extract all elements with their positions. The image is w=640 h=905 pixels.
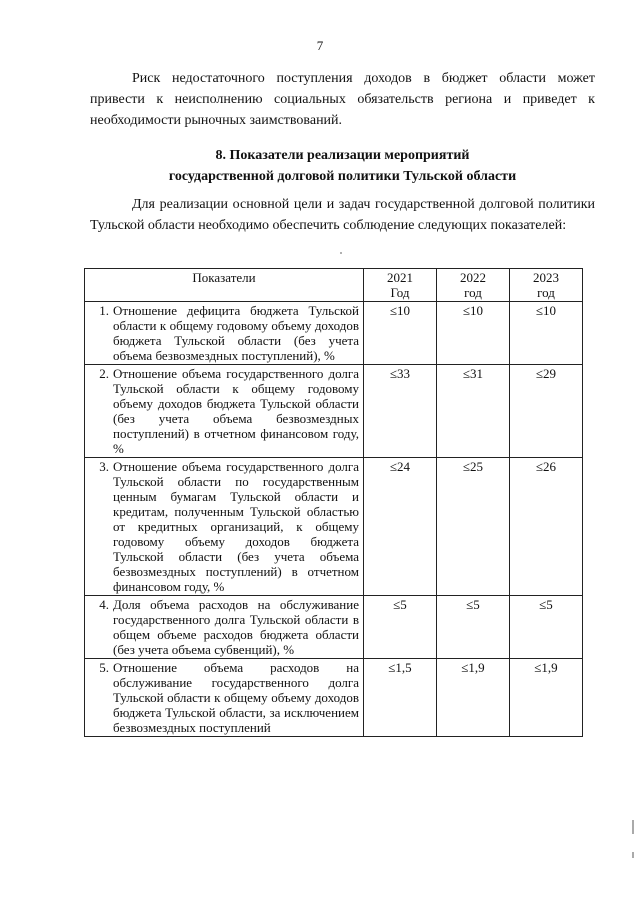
value-2021: ≤10: [364, 302, 437, 365]
indicator-text: Отношение объема расходов на обслуживание государственного долга Тульской области к общему объему доходов бюджета Тульской области, за исключением безвозмездных поступлений: [113, 660, 359, 735]
header-year-2023: [510, 269, 583, 302]
paragraph-risk: Риск недостаточного поступления доходов в бюджет области может привести к неисполнению социальных обязательств региона и приведет к необходимости рыночных заимствований.: [90, 71, 595, 128]
indicator-cell: [85, 659, 364, 737]
header-year-number: 2022: [460, 270, 486, 285]
paragraph-intro: Для реализации основной цели и задач государственной долговой политики Тульской области необходимо обеспечить соблюдение следующих показателей:: [90, 197, 595, 233]
indicator-text: Отношение дефицита бюджета Тульской области к общему годовому объему доходов бюджета Тульской области (без учета объема безвозмездных поступлений), %: [113, 303, 359, 363]
value-2022: ≤25: [437, 458, 510, 596]
table-row: [85, 365, 583, 458]
value-2022: ≤31: [437, 365, 510, 458]
indicator-cell: [85, 365, 364, 458]
row-number: 5.: [99, 660, 109, 675]
section-heading-line2: государственной долговой политики Тульской области: [168, 169, 517, 184]
value-2023: ≤10: [510, 302, 583, 365]
value-2022: ≤10: [437, 302, 510, 365]
indicator-cell: [85, 596, 364, 659]
indicators-table: [84, 268, 583, 737]
header-year-2021: [364, 269, 437, 302]
scan-speck: [340, 252, 342, 254]
value-2023: ≤29: [510, 365, 583, 458]
value-2021: ≤5: [364, 596, 437, 659]
page-number: 7: [316, 38, 324, 53]
table-row: [85, 458, 583, 596]
header-year-2022: [437, 269, 510, 302]
value-2021: ≤1,5: [364, 659, 437, 737]
value-2021: ≤33: [364, 365, 437, 458]
table-row: [85, 596, 583, 659]
value-2021: ≤24: [364, 458, 437, 596]
table-row: [85, 302, 583, 365]
value-2023: ≤1,9: [510, 659, 583, 737]
header-indicators: Показатели: [85, 269, 364, 302]
scan-edge-mark: [632, 820, 634, 834]
header-year-word: год: [537, 285, 555, 300]
header-year-word: Год: [390, 285, 410, 300]
row-number: 4.: [99, 597, 109, 612]
table-row: [85, 659, 583, 737]
row-number: 2.: [99, 366, 109, 381]
indicator-cell: [85, 302, 364, 365]
section-heading: [90, 145, 595, 187]
value-2023: ≤5: [510, 596, 583, 659]
row-number: 3.: [99, 459, 109, 474]
row-number: 1.: [99, 303, 109, 318]
indicator-text: Отношение объема государственного долга Тульской области к общему годовому объему доходов бюджета Тульской области (без учета объема безвозмездных поступлений) в отчетном финансовом году, %: [113, 366, 359, 456]
value-2022: ≤5: [437, 596, 510, 659]
indicator-cell: [85, 458, 364, 596]
table-header-row: [85, 269, 583, 302]
header-year-number: 2023: [533, 270, 559, 285]
section-heading-line1: 8. Показатели реализации мероприятий: [215, 148, 470, 163]
header-year-number: 2021: [387, 270, 413, 285]
indicator-text: Доля объема расходов на обслуживание государственного долга Тульской области в общем объеме расходов бюджета области (без учета объема субвенций), %: [113, 597, 359, 657]
value-2022: ≤1,9: [437, 659, 510, 737]
indicator-text: Отношение объема государственного долга Тульской области по государственным ценным бумагам Тульской области и кредитам, полученным Тульской областью от кредитных организаций, к общему годовому объему доходов бюджета Тульской области (без учета объема безвозмездных поступлений) в отчетном финансовом году, %: [113, 459, 359, 594]
scan-edge-mark: [632, 852, 634, 858]
value-2023: ≤26: [510, 458, 583, 596]
header-year-word: год: [464, 285, 482, 300]
